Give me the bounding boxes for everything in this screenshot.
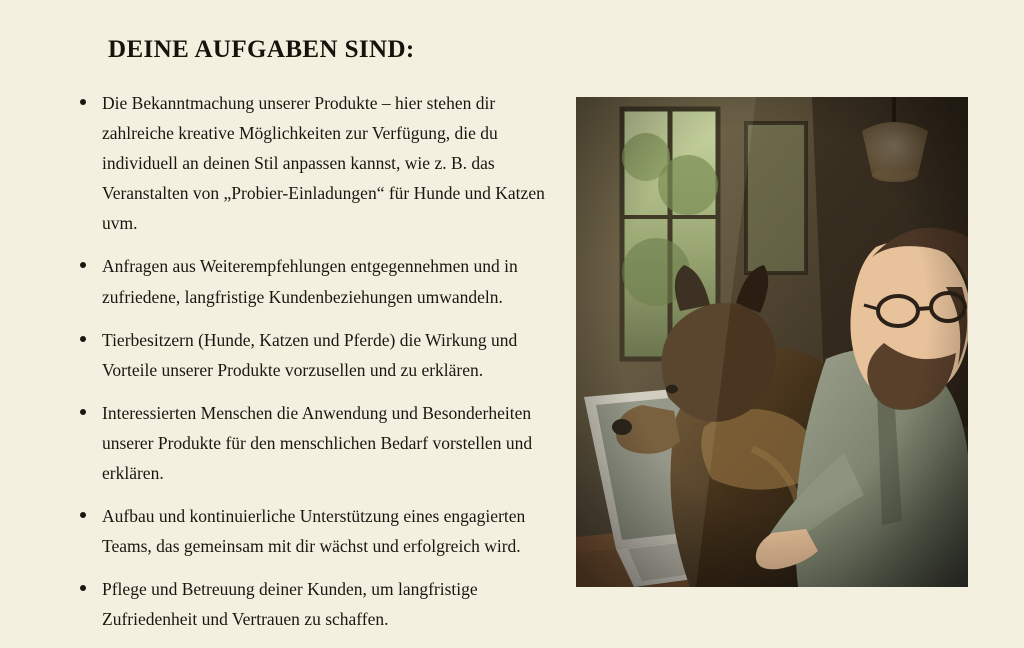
- list-item: Tierbesitzern (Hunde, Katzen und Pferde) die Wirkung und Vorteile unserer Produkte vorzusellen und zu erklären.: [66, 325, 556, 385]
- list-item: Aufbau und kontinuierliche Unterstützung eines engagierten Teams, das gemeinsam mit dir wächst und erfolgreich wird.: [66, 501, 556, 561]
- list-item: Anfragen aus Weiterempfehlungen entgegennehmen und in zufriedene, langfristige Kundenbeziehungen umwandeln.: [66, 251, 556, 311]
- tasks-list: [66, 88, 556, 635]
- tasks-section: [66, 88, 556, 648]
- list-item: Die Bekanntmachung unserer Produkte – hier stehen dir zahlreiche kreative Möglichkeiten zur Verfügung, die du individuell an deinen Stil anpassen kannst, wie z. B. das Veranstalten von „Probier-Einladungen“ für Hunde und Katzen uvm.: [66, 88, 556, 238]
- man-with-dog-at-laptop-photo: [576, 97, 968, 587]
- list-item: Interessierten Menschen die Anwendung und Besonderheiten unserer Produkte für den menschlichen Bedarf vorstellen und erklären.: [66, 398, 556, 488]
- list-item: Pflege und Betreuung deiner Kunden, um langfristige Zufriedenheit und Vertrauen zu schaffen.: [66, 574, 556, 634]
- page-title: DEINE AUFGABEN SIND:: [108, 36, 415, 63]
